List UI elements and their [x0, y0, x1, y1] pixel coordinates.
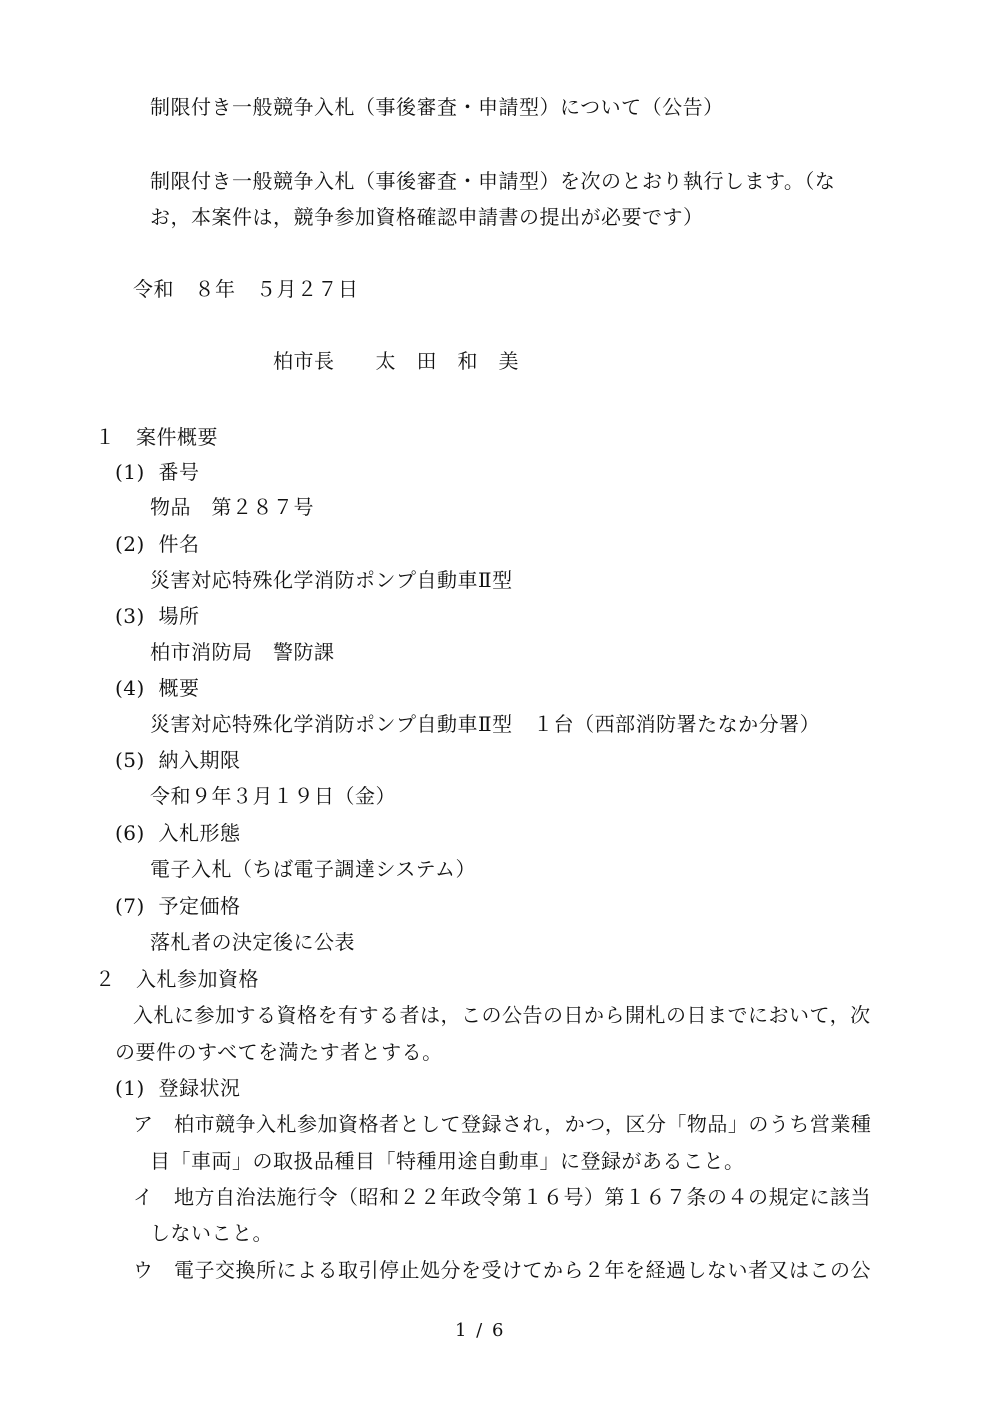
- req-i-line-1: イ 地方自治法施行令（昭和２２年政令第１６号）第１６７条の４の規定に該当: [133, 1185, 871, 1209]
- req-u-line-1: ウ 電子交換所による取引停止処分を受けてから２年を経過しない者又はこの公: [133, 1258, 871, 1282]
- signature: 柏市長 太 田 和 美: [273, 349, 519, 373]
- notice-date: 令和 ８年 ５月２７日: [133, 277, 359, 301]
- item-4-value: 災害対応特殊化学消防ポンプ自動車Ⅱ型 １台（西部消防署たなか分署）: [150, 712, 821, 736]
- section-2-para-line-1: 入札に参加する資格を有する者は，この公告の日から開札の日までにおいて，次: [133, 1003, 871, 1027]
- section-1-heading: １ 案件概要: [95, 425, 218, 449]
- item-7-value: 落札者の決定後に公表: [150, 930, 355, 954]
- item-7-label: (7) 予定価格: [115, 894, 241, 918]
- item-2-label: (2) 件名: [115, 532, 200, 556]
- item-3-value: 柏市消防局 警防課: [150, 640, 335, 664]
- item-2-value: 災害対応特殊化学消防ポンプ自動車Ⅱ型: [150, 568, 513, 592]
- intro-line-2: お，本案件は，競争参加資格確認申請書の提出が必要です）: [150, 205, 704, 229]
- item-1-value: 物品 第２８７号: [150, 495, 314, 519]
- item-4-label: (4) 概要: [115, 676, 200, 700]
- req-a-line-2: 目「車両」の取扱品種目「特種用途自動車」に登録があること。: [150, 1149, 745, 1173]
- item-3-label: (3) 場所: [115, 604, 200, 628]
- sub-1-label: (1) 登録状況: [115, 1076, 241, 1100]
- intro-line-1: 制限付き一般競争入札（事後審査・申請型）を次のとおり執行します。（な: [150, 169, 836, 193]
- page-number: 1 / 6: [455, 1320, 506, 1341]
- req-i-line-2: しないこと。: [150, 1221, 273, 1245]
- section-2-para-line-2: の要件のすべてを満たす者とする。: [115, 1040, 443, 1064]
- item-5-label: (5) 納入期限: [115, 748, 241, 772]
- item-5-value: 令和９年３月１９日（金）: [150, 784, 396, 808]
- notice-title: 制限付き一般競争入札（事後審査・申請型）について（公告）: [150, 95, 724, 119]
- item-6-label: (6) 入札形態: [115, 821, 241, 845]
- item-6-value: 電子入札（ちば電子調達システム）: [150, 857, 476, 881]
- req-a-line-1: ア 柏市競争入札参加資格者として登録され，かつ，区分「物品」のうち営業種: [133, 1112, 872, 1136]
- item-1-label: (1) 番号: [115, 460, 200, 484]
- section-2-heading: ２ 入札参加資格: [95, 967, 259, 991]
